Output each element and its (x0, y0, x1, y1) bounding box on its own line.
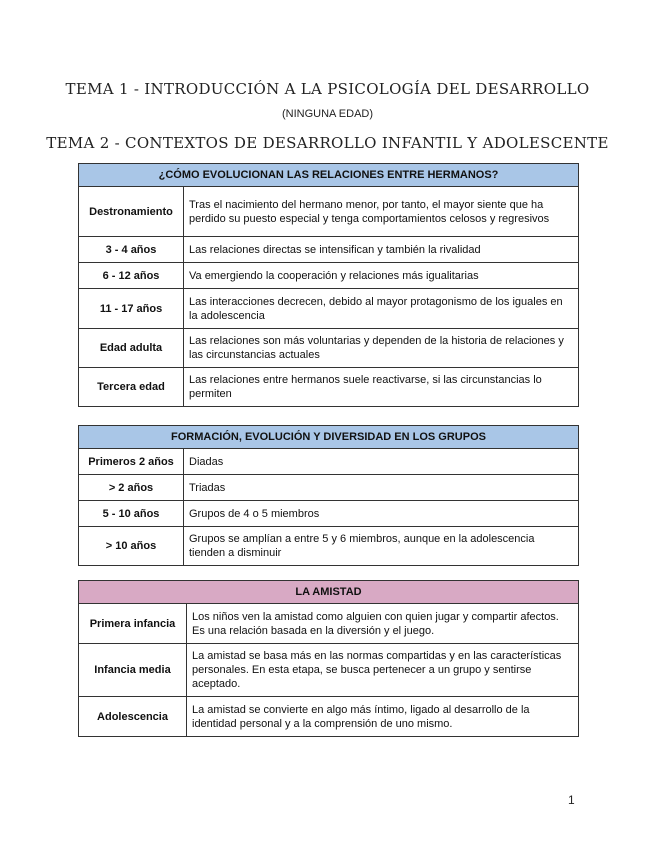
table-title: FORMACIÓN, EVOLUCIÓN Y DIVERSIDAD EN LOS GRUPOS (79, 426, 579, 449)
row-text: Las interacciones decrecen, debido al mayor protagonismo de los iguales en la adolescencia (184, 289, 579, 329)
table-row (79, 289, 579, 329)
row-text: La amistad se convierte en algo más íntimo, ligado al desarrollo de la identidad personal y a la comprensión de uno mismo. (187, 697, 579, 737)
row-text: Tras el nacimiento del hermano menor, por tanto, el mayor siente que ha perdido su puesto especial y tenga comportamientos celosos y regresivos (184, 187, 579, 237)
table-row (79, 475, 579, 501)
row-label: 6 - 12 años (79, 263, 184, 289)
row-text: Grupos de 4 o 5 miembros (184, 501, 579, 527)
row-text: La amistad se basa más en las normas compartidas y en las características personales. En esta etapa, se busca pertenecer a un grupo y sentirse aceptado. (187, 644, 579, 697)
table-row (79, 263, 579, 289)
table-title: ¿CÓMO EVOLUCIONAN LAS RELACIONES ENTRE HERMANOS? (79, 164, 579, 187)
table-row (79, 368, 579, 407)
table-row (79, 604, 579, 644)
table-row (79, 329, 579, 368)
row-text: Los niños ven la amistad como alguien con quien jugar y compartir afectos. Es una relación basada en la diversión y el juego. (187, 604, 579, 644)
table-row (79, 644, 579, 697)
table-row (79, 501, 579, 527)
row-text: Grupos se amplían a entre 5 y 6 miembros, aunque en la adolescencia tienden a disminuir (184, 527, 579, 566)
tema-1-note: (NINGUNA EDAD) (281, 108, 374, 120)
table-row (79, 237, 579, 263)
tema-1-heading: TEMA 1 - INTRODUCCIÓN A LA PSICOLOGÍA DEL DESARROLLO (65, 80, 590, 98)
row-label: Infancia media (79, 644, 187, 697)
row-text: Va emergiendo la cooperación y relaciones más igualitarias (184, 263, 579, 289)
table-row (79, 187, 579, 237)
row-label: 5 - 10 años (79, 501, 184, 527)
row-label: 3 - 4 años (79, 237, 184, 263)
tema-2-heading: TEMA 2 - CONTEXTOS DE DESARROLLO INFANTIL Y ADOLESCENTE (46, 134, 609, 152)
row-label: > 2 años (79, 475, 184, 501)
table-row (79, 449, 579, 475)
page-number: 1 (568, 793, 575, 807)
friendship-table (78, 580, 579, 737)
siblings-table (78, 163, 579, 407)
table-row (79, 527, 579, 566)
row-text: Las relaciones son más voluntarias y dependen de la historia de relaciones y las circunstancias actuales (184, 329, 579, 368)
row-label: Tercera edad (79, 368, 184, 407)
table-title: LA AMISTAD (79, 581, 579, 604)
row-label: Primera infancia (79, 604, 187, 644)
row-label: Primeros 2 años (79, 449, 184, 475)
row-label: > 10 años (79, 527, 184, 566)
row-text: Las relaciones directas se intensifican y también la rivalidad (184, 237, 579, 263)
table-row (79, 697, 579, 737)
row-label: Destronamiento (79, 187, 184, 237)
row-text: Diadas (184, 449, 579, 475)
row-label: Adolescencia (79, 697, 187, 737)
groups-table (78, 425, 579, 566)
row-text: Las relaciones entre hermanos suele reactivarse, si las circunstancias lo permiten (184, 368, 579, 407)
row-text: Triadas (184, 475, 579, 501)
row-label: 11 - 17 años (79, 289, 184, 329)
row-label: Edad adulta (79, 329, 184, 368)
